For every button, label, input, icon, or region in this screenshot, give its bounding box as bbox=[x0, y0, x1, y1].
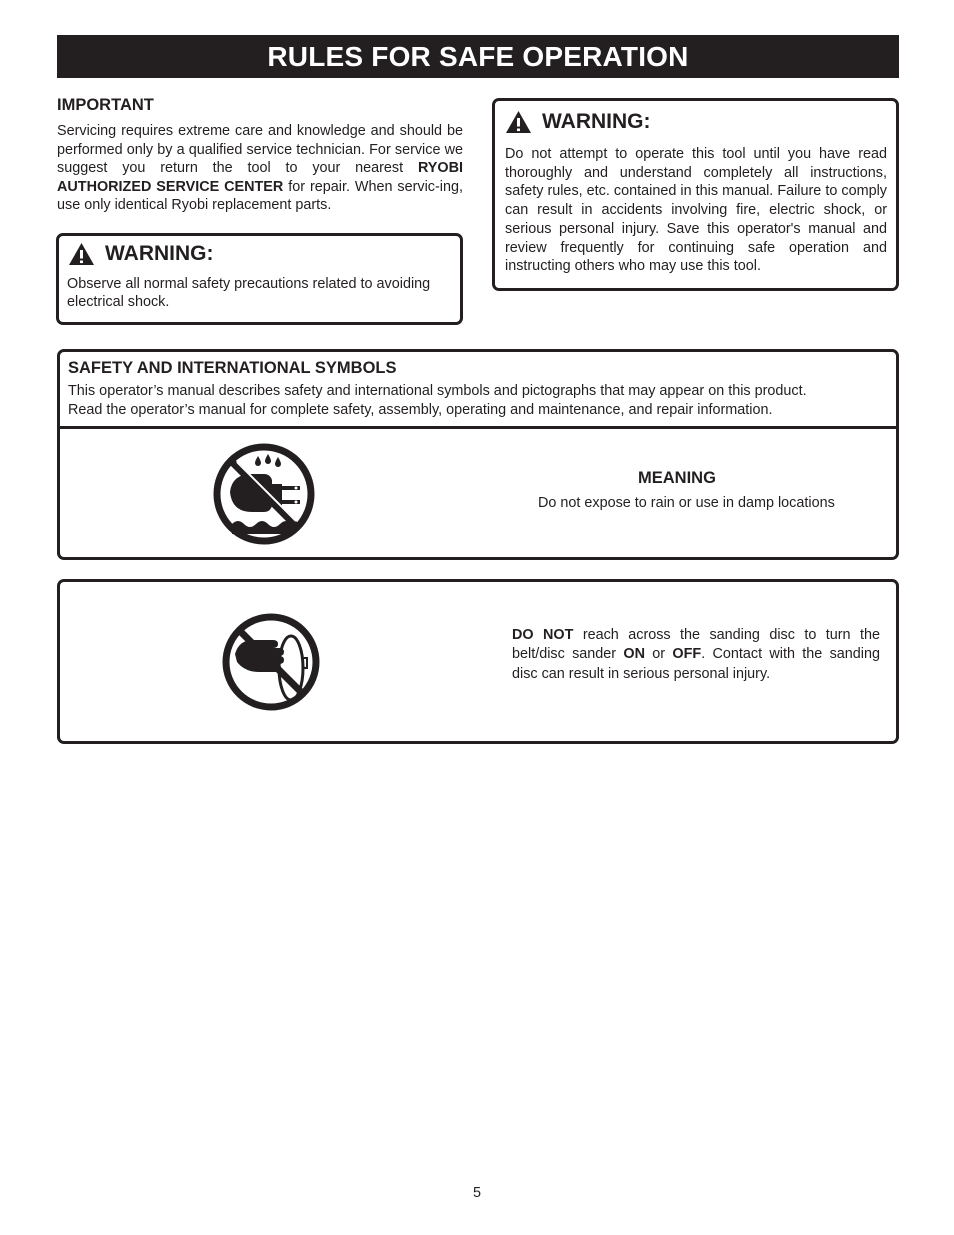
meaning-body: Do not expose to rain or use in damp locations bbox=[538, 495, 835, 511]
divider bbox=[57, 426, 899, 429]
no-reach-across-disc-icon bbox=[221, 612, 321, 712]
important-text-1: Servicing requires extreme care and knowledge and should be performed only by a qualified service technician. For service we suggest you return the tool to your nearest bbox=[57, 123, 463, 177]
no-rain-damp-icon bbox=[212, 442, 316, 546]
page-title: RULES FOR SAFE OPERATION bbox=[267, 41, 689, 72]
important-heading: IMPORTANT bbox=[57, 96, 154, 114]
warning-title bbox=[505, 110, 651, 134]
reach-text-2: or bbox=[645, 646, 673, 663]
reach-warning-text bbox=[512, 626, 880, 684]
warning-box-electrical bbox=[56, 233, 463, 325]
warning-triangle-icon bbox=[505, 110, 532, 134]
page-title-banner bbox=[57, 35, 899, 78]
safety-symbols-box bbox=[57, 349, 899, 560]
warning-title bbox=[68, 242, 214, 266]
symbols-intro-line-1: This operator’s manual describes safety and international symbols and pictographs that may appear on this product. bbox=[68, 383, 807, 399]
symbols-intro bbox=[68, 382, 888, 420]
warning-box-read-manual bbox=[492, 98, 899, 291]
reach-bold-on: ON bbox=[623, 646, 645, 663]
reach-bold-do-not: DO NOT bbox=[512, 627, 574, 643]
warning-body: Do not attempt to operate this tool until you have read thoroughly and understand completely all instructions, safety rules, etc. contained in this manual. Failure to comply can result in accidents involving fire, electric shock, or serious personal injury. Save this operator's manual and review frequently for continuing safe operation and instructing others who may use this tool. bbox=[505, 146, 887, 275]
symbols-intro-line-2: Read the operator’s manual for complete safety, assembly, operating and maintenance, and repair information. bbox=[68, 402, 773, 418]
warning-triangle-icon bbox=[68, 242, 95, 266]
reach-text-3: . Contact with the sanding disc can result in serious personal injury. bbox=[512, 646, 880, 682]
symbols-heading: SAFETY AND INTERNATIONAL SYMBOLS bbox=[68, 359, 397, 377]
page-number: 5 bbox=[472, 1185, 481, 1201]
important-body bbox=[57, 122, 463, 215]
warning-title-text: WARNING: bbox=[542, 110, 651, 133]
meaning-heading: MEANING bbox=[638, 469, 716, 487]
warning-title-text: WARNING: bbox=[105, 242, 214, 265]
reach-warning-box bbox=[57, 579, 899, 744]
important-text-2: for repair. When servic-ing, use only identical Ryobi replacement parts. bbox=[57, 178, 463, 214]
reach-bold-off: OFF bbox=[672, 646, 702, 663]
reach-text-1: reach across the sanding disc to turn the belt/disc sander bbox=[512, 627, 880, 663]
important-text-bold: RYOBI AUTHORIZED SERVICE CENTER bbox=[57, 160, 463, 195]
warning-body: Observe all normal safety precautions related to avoiding electrical shock. bbox=[67, 276, 431, 310]
